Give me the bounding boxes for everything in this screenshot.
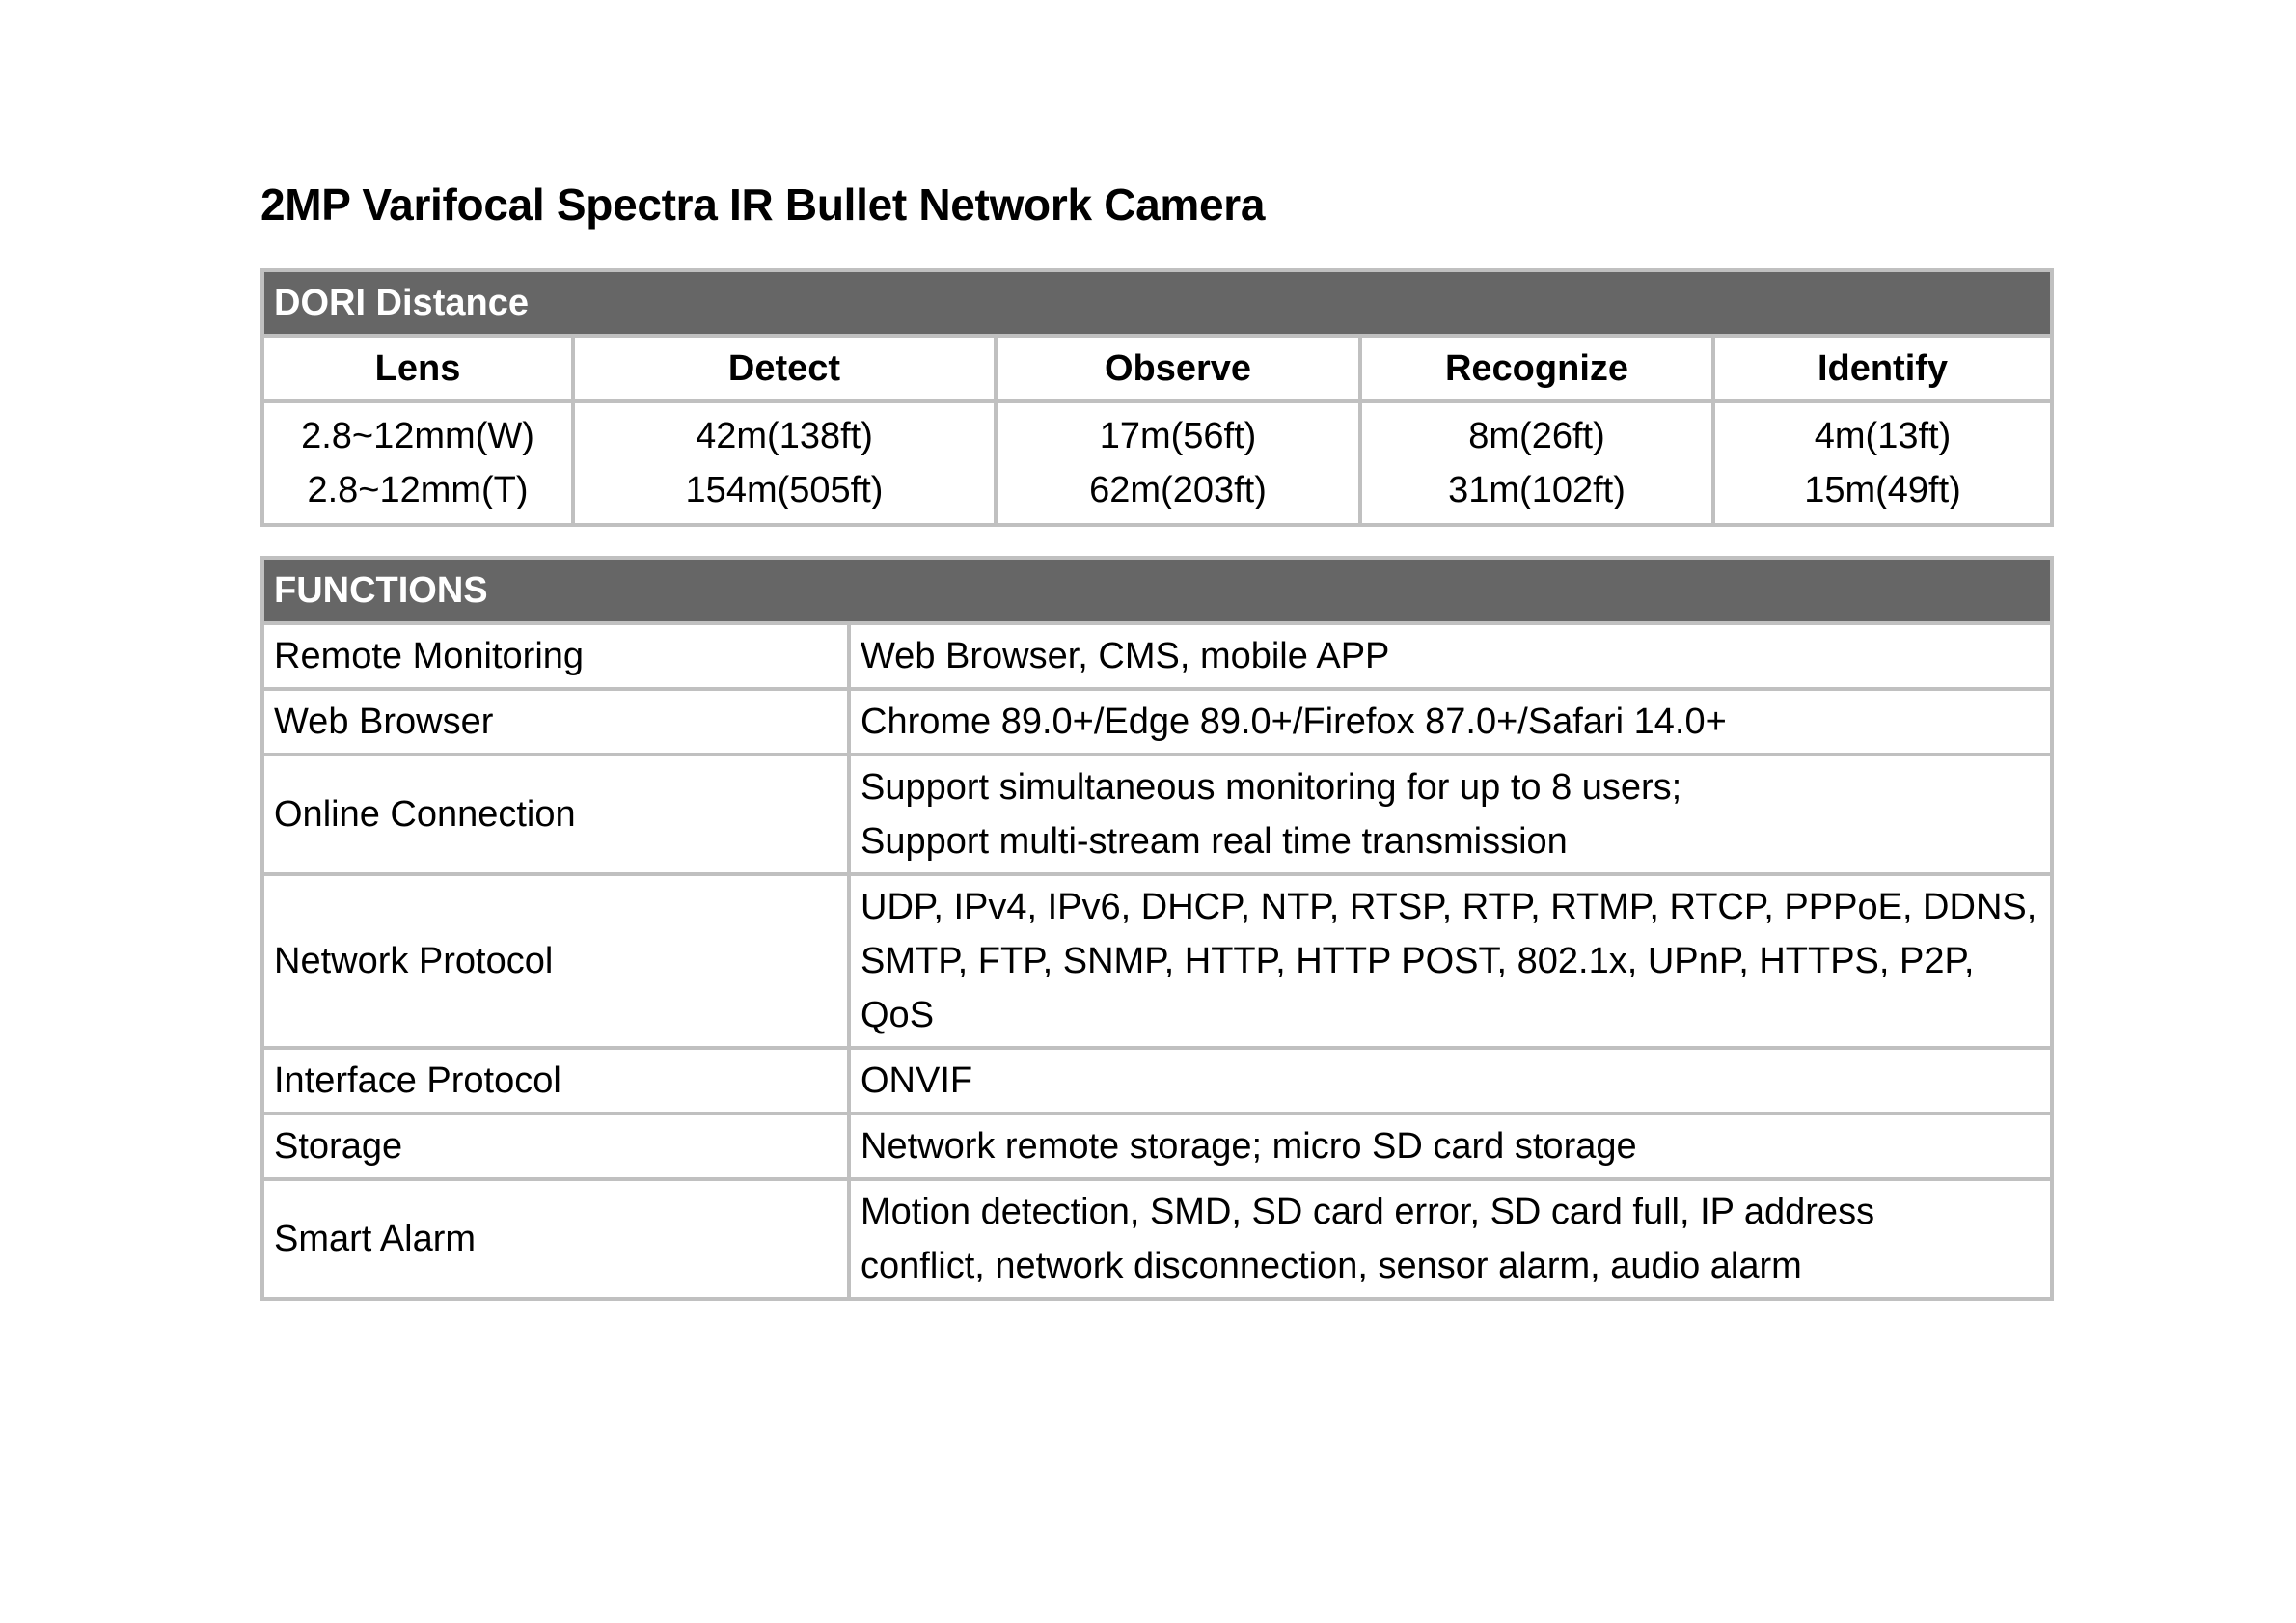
dori-section-heading: DORI Distance: [262, 270, 2052, 336]
column-header-recognize: Recognize: [1360, 336, 1713, 401]
row-label-online-connection: Online Connection: [262, 755, 849, 874]
observe-cell: [996, 401, 1360, 525]
value-line: UDP, IPv4, IPv6, DHCP, NTP, RTSP, RTP, RTMP, RTCP, PPPoE, DDNS,: [861, 887, 2037, 927]
table-row: [262, 1114, 2052, 1179]
table-row: [262, 689, 2052, 755]
page-title: 2MP Varifocal Spectra IR Bullet Network Camera: [260, 179, 1266, 230]
table-row: [262, 1048, 2052, 1114]
value-line: Chrome 89.0+/Edge 89.0+/Firefox 87.0+/Safari 14.0+: [861, 701, 1727, 742]
functions-section-heading: FUNCTIONS: [262, 558, 2052, 623]
value-line: QoS: [861, 995, 935, 1035]
row-value-web-browser: [849, 689, 2052, 755]
row-value-smart-alarm: [849, 1179, 2052, 1299]
value-line: conflict, network disconnection, sensor alarm, audio alarm: [861, 1246, 1802, 1286]
value-line: Support simultaneous monitoring for up to 8 users;: [861, 767, 1682, 808]
value-line: Motion detection, SMD, SD card error, SD card full, IP address: [861, 1192, 1875, 1232]
recognize-wide: 8m(26ft): [1468, 416, 1605, 456]
row-value-network-protocol: [849, 874, 2052, 1048]
column-header-lens: Lens: [262, 336, 573, 401]
column-header-identify: Identify: [1713, 336, 2052, 401]
row-label-remote-monitoring: Remote Monitoring: [262, 623, 849, 689]
row-value-remote-monitoring: [849, 623, 2052, 689]
value-line: ONVIF: [861, 1060, 973, 1101]
identify-cell: [1713, 401, 2052, 525]
table-row: [262, 623, 2052, 689]
lens-wide: 2.8~12mm(W): [301, 416, 534, 456]
row-label-storage: Storage: [262, 1114, 849, 1179]
detect-tele: 154m(505ft): [685, 470, 884, 510]
value-line: Network remote storage; micro SD card storage: [861, 1126, 1637, 1167]
observe-tele: 62m(203ft): [1089, 470, 1267, 510]
column-header-detect: Detect: [573, 336, 996, 401]
identify-tele: 15m(49ft): [1804, 470, 1961, 510]
detect-wide: 42m(138ft): [696, 416, 873, 456]
row-label-interface-protocol: Interface Protocol: [262, 1048, 849, 1114]
value-line: Web Browser, CMS, mobile APP: [861, 636, 1390, 676]
functions-table: [260, 556, 2054, 1301]
value-line: Support multi-stream real time transmission: [861, 821, 1568, 862]
table-row: [262, 755, 2052, 874]
table-row: [262, 1179, 2052, 1299]
row-label-smart-alarm: Smart Alarm: [262, 1179, 849, 1299]
lens-cell: [262, 401, 573, 525]
table-row: [262, 874, 2052, 1048]
row-value-online-connection: [849, 755, 2052, 874]
row-value-storage: [849, 1114, 2052, 1179]
row-value-interface-protocol: [849, 1048, 2052, 1114]
row-label-network-protocol: Network Protocol: [262, 874, 849, 1048]
dori-table: [260, 268, 2054, 527]
recognize-tele: 31m(102ft): [1448, 470, 1626, 510]
observe-wide: 17m(56ft): [1099, 416, 1257, 456]
column-header-observe: Observe: [996, 336, 1360, 401]
dori-value-row: [262, 401, 2052, 525]
recognize-cell: [1360, 401, 1713, 525]
row-label-web-browser: Web Browser: [262, 689, 849, 755]
identify-wide: 4m(13ft): [1814, 416, 1952, 456]
value-line: SMTP, FTP, SNMP, HTTP, HTTP POST, 802.1x, UPnP, HTTPS, P2P,: [861, 941, 1975, 981]
lens-tele: 2.8~12mm(T): [307, 470, 529, 510]
spec-sheet: [260, 179, 2050, 1301]
detect-cell: [573, 401, 996, 525]
dori-header-row: [262, 336, 2052, 401]
